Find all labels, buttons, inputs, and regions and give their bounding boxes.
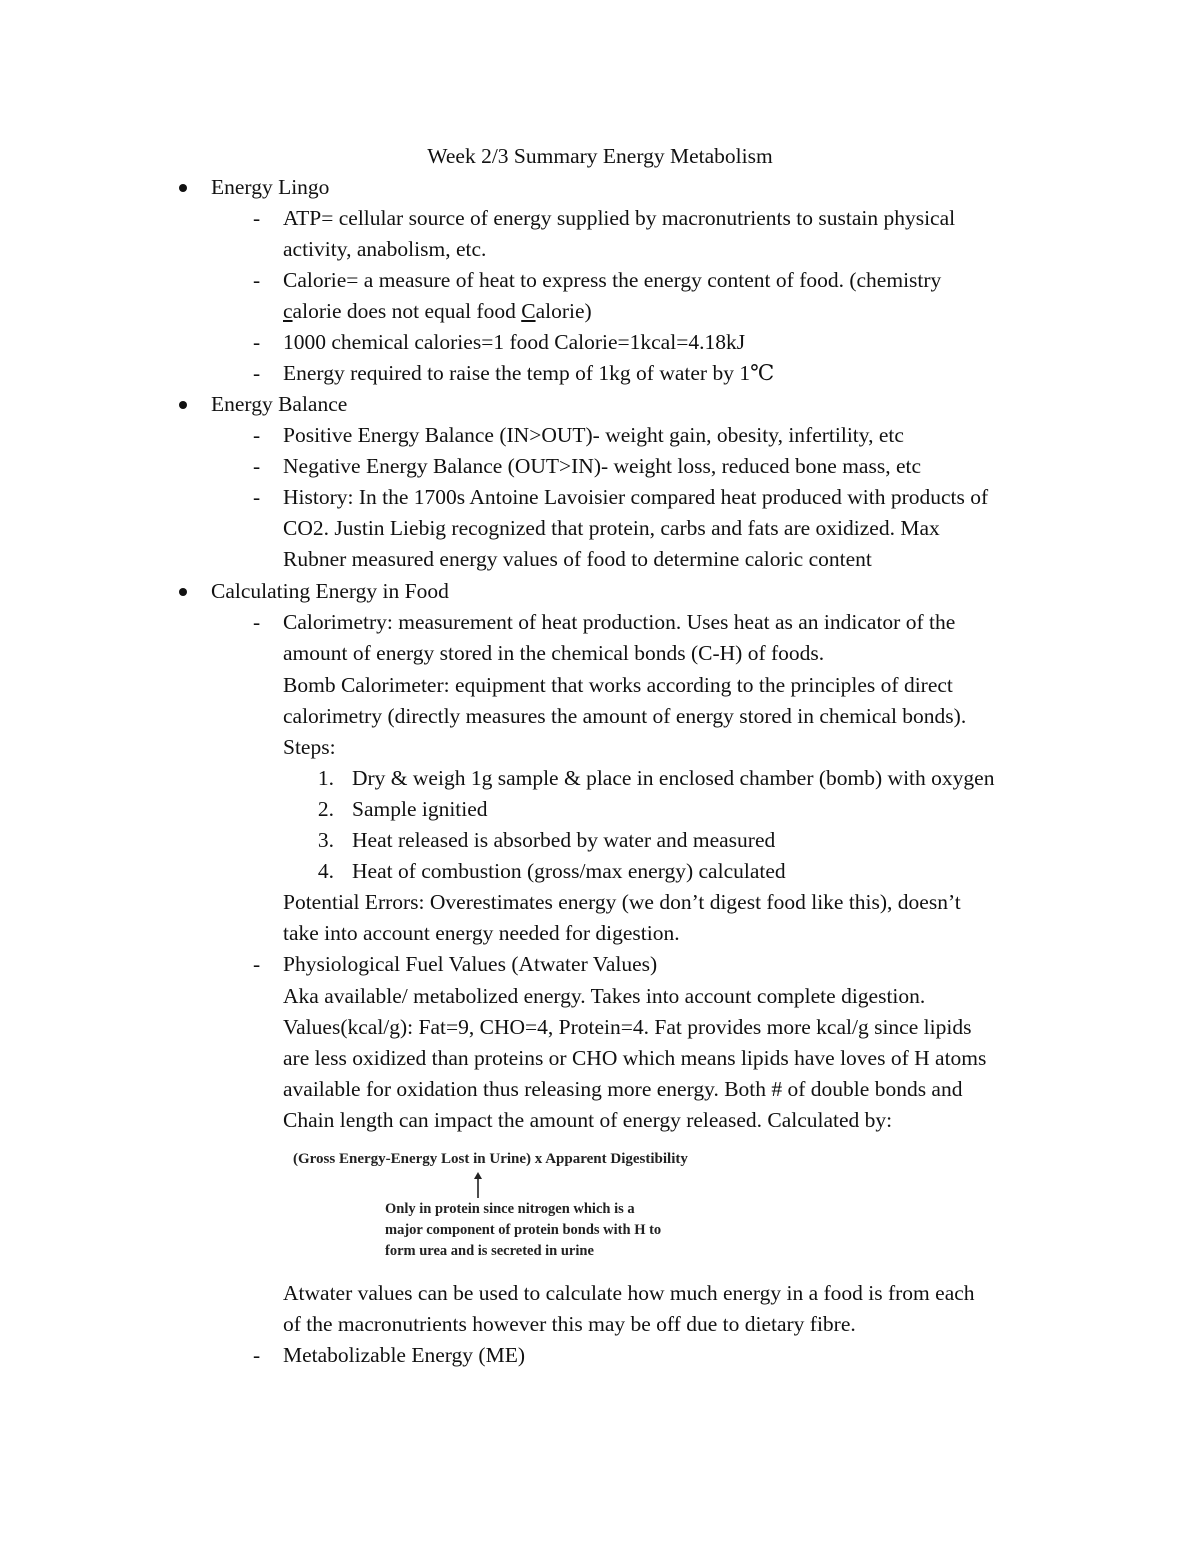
- list-item-line: 1000 chemical calories=1 food Calorie=1kcal=4.18kJ: [283, 330, 746, 354]
- list-item-line: calorimetry (directly measures the amount of energy stored in chemical bonds).: [283, 704, 967, 728]
- list-item-line: Negative Energy Balance (OUT>IN)- weight loss, reduced bone mass, etc: [283, 454, 921, 478]
- list-item-line: Metabolizable Energy (ME): [283, 1343, 525, 1367]
- formula-text: (Gross Energy-Energy Lost in Urine) x Apparent Digestibility: [293, 1151, 688, 1167]
- figure-note-line: major component of protein bonds with H to: [385, 1222, 662, 1238]
- list-item-line: Rubner measured energy values of food to determine caloric content: [283, 547, 872, 571]
- list-item-line: take into account energy needed for digestion.: [283, 921, 680, 945]
- list-item-line: Chain length can impact the amount of energy released. Calculated by:: [283, 1108, 893, 1132]
- list-item-line: calorie does not equal food Calorie): [283, 299, 592, 323]
- list-item-line: Steps:: [283, 735, 336, 759]
- dash-icon: -: [253, 1343, 261, 1367]
- page-title: Week 2/3 Summary Energy Metabolism: [427, 144, 773, 168]
- step-text: Sample ignitied: [352, 797, 488, 821]
- dash-icon: -: [253, 330, 261, 354]
- section-heading-energy-balance: Energy Balance: [211, 392, 348, 416]
- dash-icon: -: [253, 361, 261, 385]
- bullet-icon: [179, 588, 187, 596]
- figure-note-line: Only in protein since nitrogen which is a: [385, 1201, 635, 1217]
- list-item-line: Calorie= a measure of heat to express the energy content of food. (chemistry: [283, 268, 942, 292]
- list-item-line: History: In the 1700s Antoine Lavoisier compared heat produced with products of: [283, 485, 989, 509]
- step-text: Heat of combustion (gross/max energy) calculated: [352, 859, 786, 883]
- step-number: 1.: [317, 766, 334, 790]
- list-item-line: are less oxidized than proteins or CHO which means lipids have loves of H atoms: [283, 1046, 987, 1070]
- step-number: 2.: [317, 797, 334, 821]
- list-item-line: Physiological Fuel Values (Atwater Values): [283, 952, 658, 976]
- dash-icon: -: [253, 454, 261, 478]
- list-item-line: Energy required to raise the temp of 1kg of water by 1℃: [283, 361, 775, 385]
- dash-icon: -: [253, 952, 261, 976]
- atwater-formula-figure: [290, 1148, 730, 1263]
- dash-icon: -: [253, 423, 261, 447]
- list-item-line: Potential Errors: Overestimates energy (we don’t digest food like this), doesn’t: [283, 890, 961, 914]
- step-number: 3.: [317, 828, 334, 852]
- list-item-line: amount of energy stored in the chemical bonds (C-H) of foods.: [283, 641, 825, 665]
- list-item-line: ATP= cellular source of energy supplied by macronutrients to sustain physical: [283, 206, 956, 230]
- step-number: 4.: [317, 859, 334, 883]
- list-item-line: Values(kcal/g): Fat=9, CHO=4, Protein=4. Fat provides more kcal/g since lipids: [283, 1015, 972, 1039]
- dash-icon: -: [253, 206, 261, 230]
- section-heading-calculating-energy: Calculating Energy in Food: [211, 579, 449, 603]
- underlined-letter: C: [521, 299, 536, 323]
- dash-icon: -: [253, 268, 261, 292]
- step-text: Heat released is absorbed by water and measured: [352, 828, 776, 852]
- bullet-icon: [179, 401, 187, 409]
- list-item-line: Aka available/ metabolized energy. Takes into account complete digestion.: [283, 984, 926, 1008]
- list-item-line: Calorimetry: measurement of heat production. Uses heat as an indicator of the: [283, 610, 956, 634]
- list-item-line: Bomb Calorimeter: equipment that works according to the principles of direct: [283, 673, 953, 697]
- list-item-line: Positive Energy Balance (IN>OUT)- weight gain, obesity, infertility, etc: [283, 423, 904, 447]
- list-item-line: Atwater values can be used to calculate how much energy in a food is from each: [283, 1281, 975, 1305]
- section-heading-energy-lingo: Energy Lingo: [211, 175, 330, 199]
- bullet-icon: [179, 184, 187, 192]
- list-item-line: available for oxidation thus releasing more energy. Both # of double bonds and: [283, 1077, 963, 1101]
- dash-icon: -: [253, 485, 261, 509]
- step-text: Dry & weigh 1g sample & place in enclosed chamber (bomb) with oxygen: [352, 766, 995, 790]
- list-item-line: of the macronutrients however this may be off due to dietary fibre.: [283, 1312, 856, 1336]
- underlined-letter: c: [283, 299, 293, 323]
- figure-note-line: form urea and is secreted in urine: [385, 1243, 594, 1259]
- list-item-line: CO2. Justin Liebig recognized that protein, carbs and fats are oxidized. Max: [283, 516, 940, 540]
- list-item-line: activity, anabolism, etc.: [283, 237, 487, 261]
- dash-icon: -: [253, 610, 261, 634]
